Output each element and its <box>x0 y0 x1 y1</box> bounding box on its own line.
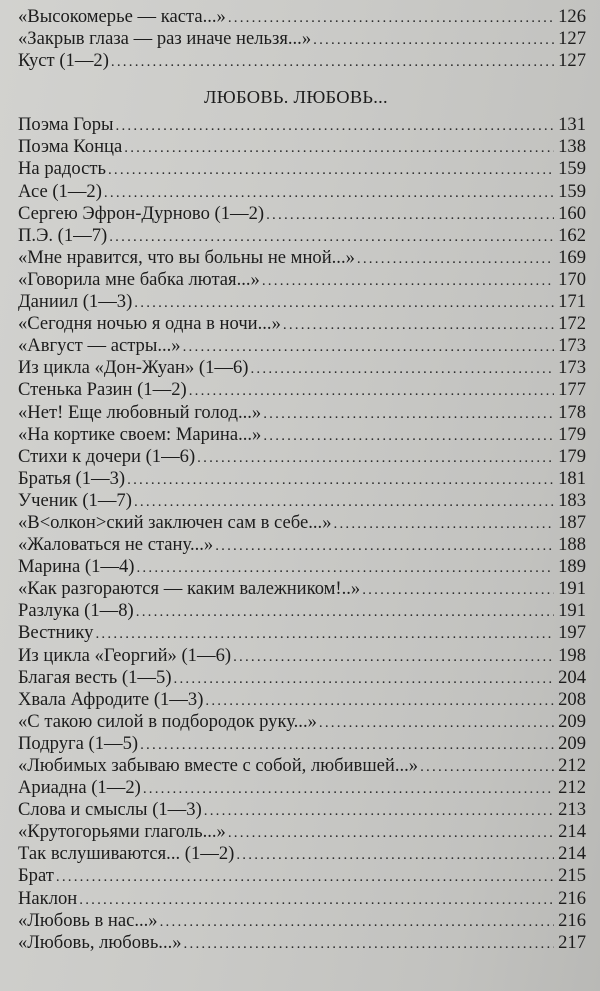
dot-leader <box>136 557 554 579</box>
toc-entry-page-number: 188 <box>558 534 586 556</box>
toc-entry <box>18 578 588 600</box>
dot-leader <box>319 712 554 734</box>
toc-entry-title: «С такою силой в подбородок руку...» <box>18 710 317 732</box>
dot-leader <box>215 535 554 557</box>
toc-entry-page-number: 173 <box>558 335 586 357</box>
toc-entry-page-number: 191 <box>558 600 586 622</box>
toc-entry <box>18 622 588 644</box>
toc-entry-title: «Говорила мне бабка лютая...» <box>18 268 260 290</box>
dot-leader <box>420 756 554 778</box>
toc-entry-title: «Любовь в нас...» <box>18 909 158 931</box>
toc-entry <box>18 269 588 291</box>
dot-leader <box>108 159 554 181</box>
toc-entry-title: Асе (1—2) <box>18 180 102 202</box>
section-entries <box>18 114 588 954</box>
toc-entry <box>18 402 588 424</box>
toc-entry-title: Ученик (1—7) <box>18 489 132 511</box>
toc-entry <box>18 645 588 667</box>
dot-leader <box>334 513 555 535</box>
dot-leader <box>204 800 554 822</box>
toc-entry <box>18 556 588 578</box>
dot-leader <box>362 579 554 601</box>
toc-entry-page-number: 127 <box>558 50 586 72</box>
dot-leader <box>250 358 554 380</box>
toc-entry-page-number: 171 <box>558 291 586 313</box>
toc-entry-page-number: 181 <box>558 467 586 489</box>
toc-entry-title: Ариадна (1—2) <box>18 777 141 799</box>
toc-entry-title: Хвала Афродите (1—3) <box>18 688 204 710</box>
dot-leader <box>104 182 554 204</box>
toc-entry-page-number: 198 <box>558 644 586 666</box>
toc-entry-title: Разлука (1—8) <box>18 600 134 622</box>
toc-entry-page-number: 178 <box>558 401 586 423</box>
toc-entry <box>18 424 588 446</box>
dot-leader <box>134 292 554 314</box>
toc-entry-page-number: 216 <box>558 887 586 909</box>
toc-entry-title: «Высокомерье — каста...» <box>18 6 226 27</box>
dot-leader <box>228 822 554 844</box>
toc-entry-title: «Любовь, любовь...» <box>18 931 182 953</box>
toc-entry <box>18 799 588 821</box>
toc-entry-page-number: 179 <box>558 423 586 445</box>
toc-entry <box>18 932 588 954</box>
dot-leader <box>56 866 554 888</box>
toc-entry-title: «На кортике своем: Марина...» <box>18 423 262 445</box>
toc-entry-title: «Сегодня ночью я одна в ночи...» <box>18 313 281 335</box>
toc-entry-page-number: 172 <box>558 313 586 335</box>
toc-entry-page-number: 191 <box>558 578 586 600</box>
toc-entry-page-number: 177 <box>558 379 586 401</box>
toc-entry <box>18 181 588 203</box>
dot-leader <box>313 29 554 51</box>
toc-entry-title: Вестнику <box>18 622 94 644</box>
toc-entry-title: Стенька Разин (1—2) <box>18 379 187 401</box>
toc-entry-title: «Закрыв глаза — раз иначе нельзя...» <box>18 28 312 50</box>
toc-entry <box>18 379 588 401</box>
toc-entry-title: На радость <box>18 158 106 180</box>
toc-entry <box>18 711 588 733</box>
toc-entry <box>18 468 588 490</box>
toc-entry-title: Братья (1—3) <box>18 467 126 489</box>
toc-entry-page-number: 179 <box>558 445 586 467</box>
toc-entry-title: Слова и смыслы (1—3) <box>18 799 202 821</box>
toc-entry-page-number: 162 <box>558 224 586 246</box>
dot-leader <box>263 403 554 425</box>
toc-entry <box>18 512 588 534</box>
toc-entry-page-number: 159 <box>558 158 586 180</box>
toc-entry-title: «Август — астры...» <box>18 335 181 357</box>
toc-entry <box>18 50 588 72</box>
toc-entry-page-number: 126 <box>558 6 586 27</box>
toc-entry <box>18 888 588 910</box>
dot-leader <box>111 51 554 73</box>
toc-entry-page-number: 212 <box>558 755 586 776</box>
toc-entry <box>18 534 588 556</box>
dot-leader <box>184 933 554 955</box>
toc-entry-page-number: 160 <box>558 202 586 224</box>
toc-entry <box>18 158 588 180</box>
toc-entry <box>18 689 588 711</box>
toc-entry-page-number: 214 <box>558 821 586 843</box>
dot-leader <box>189 380 554 402</box>
toc-entry <box>18 446 588 468</box>
dot-leader <box>127 469 554 491</box>
toc-entry-title: «Любимых забываю вместе с собой, любившей...» <box>18 755 419 776</box>
toc-entry-title: П.Э. (1—7) <box>18 224 108 246</box>
toc-entry <box>18 114 588 136</box>
toc-entry <box>18 291 588 313</box>
toc-entry-page-number: 131 <box>558 114 586 136</box>
toc-entry <box>18 667 588 689</box>
toc-entry-title: Даниил (1—3) <box>18 291 133 313</box>
toc-entry <box>18 203 588 225</box>
toc-entry-page-number: 159 <box>558 180 586 202</box>
toc-entry-title: Благая весть (1—5) <box>18 666 172 688</box>
dot-leader <box>95 623 554 645</box>
toc-entry <box>18 843 588 865</box>
dot-leader <box>134 491 554 513</box>
toc-entry-title: «Нет! Еще любовный голод...» <box>18 401 262 423</box>
toc-entry-page-number: 170 <box>558 268 586 290</box>
toc-entry-title: Из цикла «Дон-Жуан» (1—6) <box>18 357 249 379</box>
dot-leader <box>116 115 554 137</box>
toc-entry-title: Поэма Конца <box>18 136 123 158</box>
dot-leader <box>233 646 554 668</box>
dot-leader <box>124 137 554 159</box>
toc-entry-title: Сергею Эфрон-Дурново (1—2) <box>18 202 265 224</box>
toc-entry <box>18 910 588 932</box>
dot-leader <box>140 734 554 756</box>
toc-entry-title: «В<олкон>ский заключен сам в себе...» <box>18 511 332 533</box>
toc-entry <box>18 225 588 247</box>
toc-entry-title: Поэма Горы <box>18 114 114 136</box>
dot-leader <box>283 314 554 336</box>
toc-entry <box>18 136 588 158</box>
toc-entry-title: Наклон <box>18 887 78 909</box>
dot-leader <box>183 336 554 358</box>
toc-entry-page-number: 189 <box>558 556 586 578</box>
dot-leader <box>143 778 554 800</box>
toc-page <box>18 6 588 954</box>
dot-leader <box>109 226 554 248</box>
toc-entry-title: Из цикла «Георгий» (1—6) <box>18 644 232 666</box>
toc-entry <box>18 28 588 50</box>
toc-entry <box>18 357 588 379</box>
toc-entry-page-number: 204 <box>558 666 586 688</box>
toc-entry-page-number: 214 <box>558 843 586 865</box>
toc-entry-page-number: 138 <box>558 136 586 158</box>
toc-entry <box>18 733 588 755</box>
toc-entry-title: Брат <box>18 865 54 887</box>
toc-entry-title: Куст (1—2) <box>18 50 109 72</box>
dot-leader <box>262 270 554 292</box>
dot-leader <box>357 248 554 270</box>
dot-leader <box>266 204 554 226</box>
toc-entry-page-number: 183 <box>558 489 586 511</box>
dot-leader <box>236 844 554 866</box>
dot-leader <box>205 690 554 712</box>
toc-entry-page-number: 212 <box>558 777 586 799</box>
toc-entry <box>18 821 588 843</box>
toc-entry-title: «Жаловаться не стану...» <box>18 534 214 556</box>
toc-entry-page-number: 127 <box>558 28 586 50</box>
dot-leader <box>197 447 554 469</box>
toc-entry-page-number: 215 <box>558 865 586 887</box>
toc-entry-title: Марина (1—4) <box>18 556 135 578</box>
toc-entry-title: Стихи к дочери (1—6) <box>18 445 196 467</box>
dot-leader <box>160 911 554 933</box>
toc-entry <box>18 247 588 269</box>
top-entries <box>18 6 588 72</box>
toc-entry-title: Подруга (1—5) <box>18 732 139 754</box>
toc-entry-page-number: 173 <box>558 357 586 379</box>
toc-entry <box>18 6 588 28</box>
toc-entry-page-number: 208 <box>558 688 586 710</box>
dot-leader <box>174 668 554 690</box>
toc-entry-page-number: 209 <box>558 732 586 754</box>
dot-leader <box>136 601 554 623</box>
toc-entry-title: «Крутогорьями глаголь...» <box>18 821 226 843</box>
toc-entry-page-number: 209 <box>558 710 586 732</box>
dot-leader <box>263 425 554 447</box>
dot-leader <box>79 889 554 911</box>
section-heading: ЛЮБОВЬ. ЛЮБОВЬ... <box>204 87 388 108</box>
toc-entry <box>18 490 588 512</box>
toc-entry-page-number: 217 <box>558 931 586 953</box>
dot-leader <box>228 7 554 29</box>
toc-entry-title: «Как разгораются — каким валежником!..» <box>18 578 361 600</box>
toc-entry <box>18 865 588 887</box>
toc-entry <box>18 335 588 357</box>
toc-entry-page-number: 187 <box>558 511 586 533</box>
toc-entry <box>18 755 588 777</box>
toc-entry <box>18 313 588 335</box>
toc-entry <box>18 777 588 799</box>
toc-entry-page-number: 216 <box>558 909 586 931</box>
toc-entry-title: «Мне нравится, что вы больны не мной...» <box>18 246 355 268</box>
toc-entry-title: Так вслушиваются... (1—2) <box>18 843 235 865</box>
toc-entry-page-number: 197 <box>558 622 586 644</box>
toc-entry-page-number: 169 <box>558 246 586 268</box>
toc-entry <box>18 600 588 622</box>
toc-entry-page-number: 213 <box>558 799 586 821</box>
